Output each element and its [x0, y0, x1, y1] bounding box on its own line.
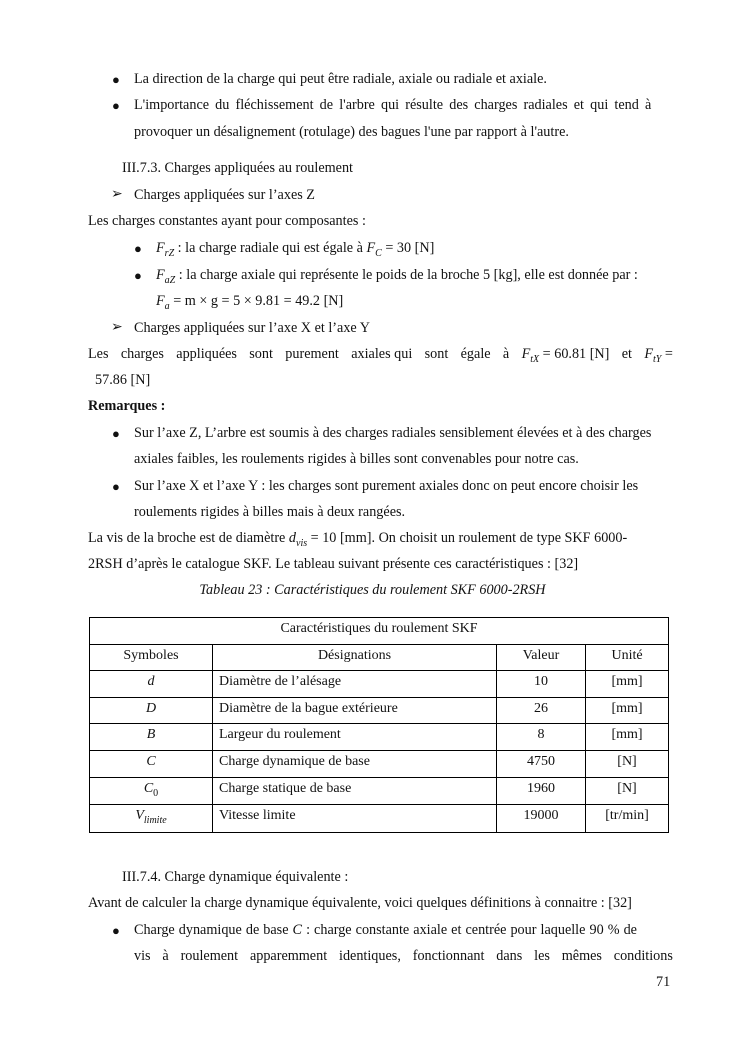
cell-symbol: $V_{limite}$: [90, 805, 213, 833]
section-heading-733: III.7.3. Charges appliquées au roulement: [122, 160, 354, 176]
bullet-shaft-deflection-cont: provoquer un désalignement (rotulage) des bagues l'une par rapport à l'autre.: [134, 124, 569, 140]
cell-unit: [tr/min]: [586, 805, 669, 833]
fty-value: 57.86 [N]: [95, 372, 151, 388]
page-number: 71: [656, 974, 671, 990]
faz-formula: $F_a = m \times g = 5 \times 9.81 = 49.2$ [N]: [156, 293, 344, 312]
table-row: [90, 671, 669, 698]
frz-line: $F_{rZ}$ : la charge radiale qui est égale à $F_C = 30$ [N]: [156, 240, 435, 259]
table-row: [90, 697, 669, 724]
cell-designation: Diamètre de l’alésage: [213, 671, 497, 698]
remarks-heading: Remarques :: [88, 398, 166, 414]
bullet-dot: ●: [112, 479, 120, 494]
cell-unit: [mm]: [586, 697, 669, 724]
remark-axis-xy: Sur l’axe X et l’axe Y : les charges sont purement axiales donc on peut encore choisir les: [134, 478, 639, 494]
bullet-dot: ●: [112, 72, 120, 87]
bullet-shaft-deflection: L'importance du fléchissement de l'arbre qui résulte des charges radiales et qui tend à: [134, 97, 652, 113]
remark-axis-xy-cont: roulements rigides à billes mais à deux rangées.: [134, 504, 406, 520]
header-value: Valeur: [497, 644, 586, 671]
bullet-dot: ●: [112, 426, 120, 441]
table-title: Caractéristiques du roulement SKF: [90, 618, 669, 645]
cell-symbol: d: [90, 671, 213, 698]
constant-loads-text: Les charges constantes ayant pour composantes :: [88, 213, 366, 229]
header-designations: Désignations: [213, 644, 497, 671]
cell-unit: [mm]: [586, 724, 669, 751]
table-caption: Tableau 23 : Caractéristiques du roulement SKF 6000-2RSH: [199, 582, 546, 598]
cell-unit: [mm]: [586, 671, 669, 698]
cell-value: 1960: [497, 777, 586, 805]
bearing-characteristics-table: [89, 617, 669, 833]
cell-designation: Charge dynamique de base: [213, 750, 497, 777]
dynamic-load-definition: Charge dynamique de base C : charge constante axiale et centrée pour laquelle 90 % de: [134, 922, 637, 938]
cell-unit: [N]: [586, 750, 669, 777]
screw-diameter-line-cont: 2RSH d’après le catalogue SKF. Le tableau suivant présente ces caractéristiques : [32]: [88, 556, 579, 572]
arrow-bullet-icon: ➢: [111, 186, 123, 202]
cell-symbol: D: [90, 697, 213, 724]
remark-axis-z: Sur l’axe Z, L’arbre est soumis à des charges radiales sensiblement élevées et à des charges: [134, 425, 652, 441]
cell-symbol: B: [90, 724, 213, 751]
cell-designation: Largeur du roulement: [213, 724, 497, 751]
dynamic-load-definition-cont: vis à roulement apparemment identiques, fonctionnant dans les mêmes conditions: [134, 948, 673, 964]
cell-designation: Vitesse limite: [213, 805, 497, 833]
table-row: [90, 750, 669, 777]
cell-designation: Diamètre de la bague extérieure: [213, 697, 497, 724]
table-title-row: [90, 618, 669, 645]
table-row: [90, 777, 669, 805]
header-unit: Unité: [586, 644, 669, 671]
cell-value: 4750: [497, 750, 586, 777]
bullet-dot: ●: [112, 923, 120, 938]
cell-unit: [N]: [586, 777, 669, 805]
bullet-dot: ●: [112, 98, 120, 113]
arrow-bullet-icon: ➢: [111, 319, 123, 335]
arrow-item-axis-xy: Charges appliquées sur l’axe X et l’axe Y: [134, 320, 370, 336]
xy-loads-line: Les charges appliquées sont purement axiales qui sont égale à $F_{tX} = 60.81$ [N] et $F_{tY}$ =: [88, 346, 673, 365]
cell-designation: Charge statique de base: [213, 777, 497, 805]
cell-value: 10: [497, 671, 586, 698]
table-row: [90, 805, 669, 833]
bullet-dot: ●: [134, 241, 142, 256]
cell-value: 19000: [497, 805, 586, 833]
cell-symbol: C: [90, 750, 213, 777]
cell-symbol: $C_0$: [90, 777, 213, 805]
bullet-load-direction: La direction de la charge qui peut être radiale, axiale ou radiale et axiale.: [134, 71, 547, 87]
screw-diameter-line: La vis de la broche est de diamètre $d_{vis} = 10$ [mm]. On choisit un roulement de type SKF 6000-: [88, 530, 628, 549]
header-symbols: Symboles: [90, 644, 213, 671]
arrow-item-axis-z: Charges appliquées sur l’axes Z: [134, 187, 315, 203]
section-heading-734: III.7.4. Charge dynamique équivalente :: [122, 869, 349, 885]
cell-value: 26: [497, 697, 586, 724]
table-row: [90, 724, 669, 751]
before-calc-text: Avant de calculer la charge dynamique équivalente, voici quelques définitions à connaitre : [32]: [88, 895, 632, 911]
faz-line: $F_{aZ}$ : la charge axiale qui représente le poids de la broche 5 [kg], elle est donnée par :: [156, 267, 638, 286]
bullet-dot: ●: [134, 268, 142, 283]
remark-axis-z-cont: axiales faibles, les roulements rigides à billes sont convenables pour notre cas.: [134, 451, 579, 467]
cell-value: 8: [497, 724, 586, 751]
table-header-row: [90, 644, 669, 671]
